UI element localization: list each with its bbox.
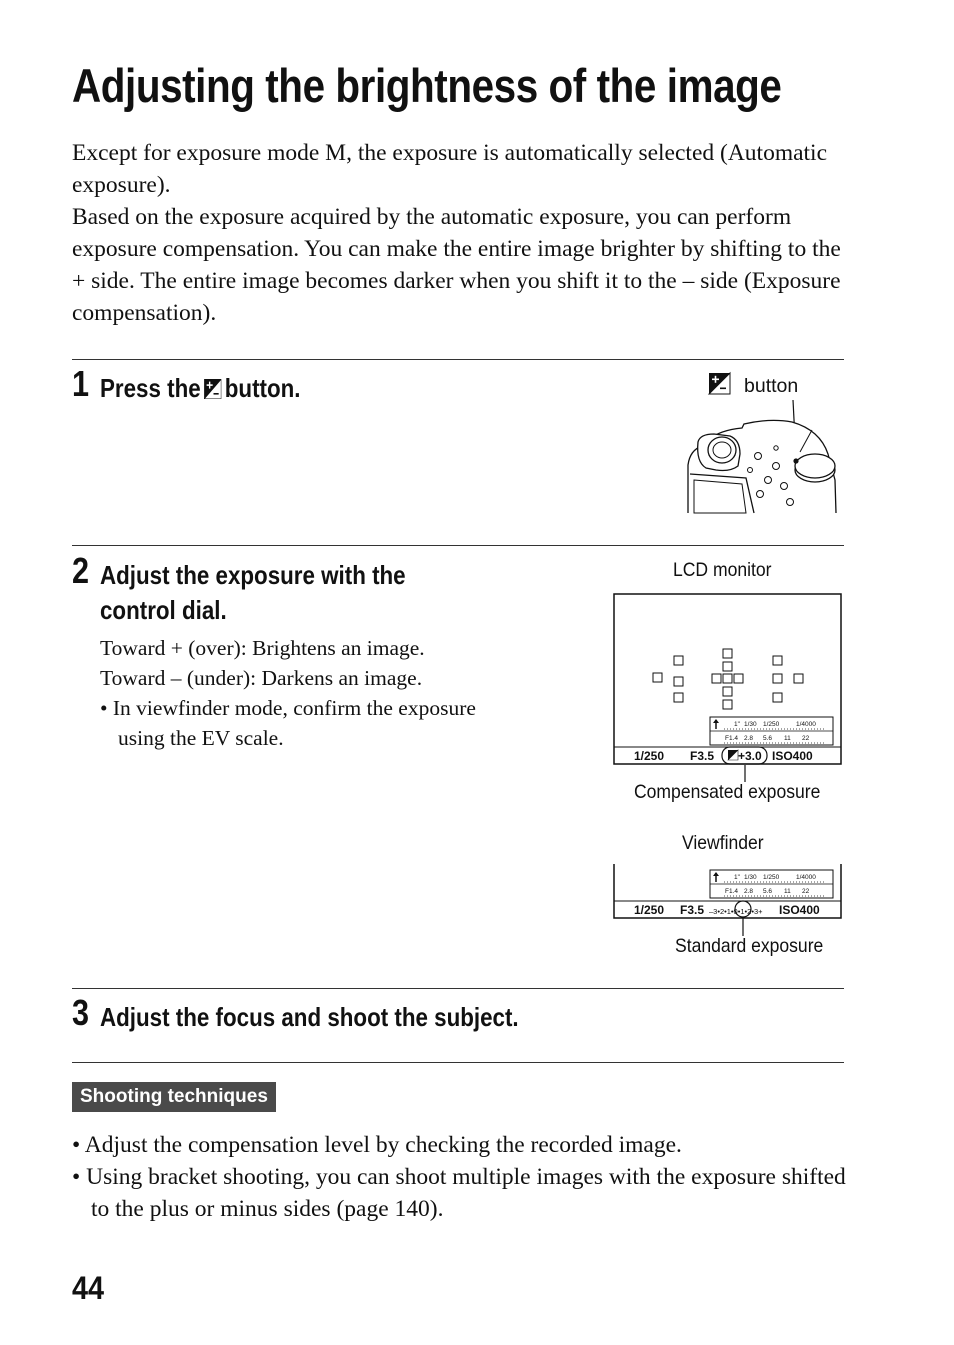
lcd-scale-bottom-4: 11: [784, 735, 791, 742]
lcd-exposure-compensation: +3.0: [738, 749, 762, 763]
exposure-compensation-icon: [204, 379, 221, 399]
step-3-text: Adjust the focus and shoot the subject.: [100, 1002, 519, 1032]
step-1-text-before: Press the: [100, 373, 201, 403]
viewfinder-ev-scale: –3•2•1•0•1•2•3+: [709, 907, 763, 916]
button-caption: button: [744, 375, 799, 397]
step-2-text-line-1: Adjust the exposure with the: [100, 560, 406, 590]
step-2-body-bullet: • In viewfinder mode, confirm the exposure using the EV scale.: [100, 696, 476, 750]
lcd-aperture: F3.5: [690, 749, 715, 763]
intro-text: [72, 137, 852, 329]
techniques-divider: [72, 1062, 844, 1063]
viewfinder-shutter-speed: 1/250: [634, 903, 665, 917]
ev-button-label: [709, 373, 730, 394]
shooting-techniques-heading: Shooting techniques: [72, 1082, 276, 1112]
af-points: [653, 649, 803, 709]
viewfinder-aperture: F3.5: [680, 903, 705, 917]
lcd-scale-bottom-1: F1.4: [725, 735, 739, 742]
page-number: 44: [72, 1270, 105, 1306]
lcd-scale-top-2: 1/30: [744, 721, 757, 728]
ev-button: [793, 458, 798, 463]
lcd-monitor-diagram: [612, 592, 844, 788]
page-title: Adjusting the brightness of the image: [72, 59, 782, 112]
step-1-divider: [72, 359, 844, 360]
step-2-number: 2: [72, 550, 90, 591]
lcd-scale-bottom-3: 5.6: [763, 735, 773, 742]
viewfinder-caption: Viewfinder: [682, 832, 764, 854]
step-1-text: [100, 370, 301, 406]
viewfinder-diagram: [612, 864, 844, 938]
lcd-shutter-speed: 1/250: [634, 749, 665, 763]
step-2-body: [100, 633, 500, 753]
viewfinder-iso: ISO400: [779, 903, 820, 917]
viewfinder-scale-bottom-1: F1.4: [725, 888, 739, 895]
viewfinder-scale-top-2: 1/30: [744, 874, 757, 881]
shooting-techniques-list: [72, 1129, 852, 1225]
viewfinder-scale-top-4: 1/4000: [796, 874, 816, 881]
step-2-body-line-1: Toward + (over): Brightens an image.: [100, 636, 425, 660]
viewfinder-scale-bottom-3: 5.6: [763, 888, 773, 895]
compensated-exposure-caption: Compensated exposure: [634, 781, 821, 803]
lcd-scale-bottom-5: 22: [802, 735, 810, 742]
intro-paragraph-2: Based on the exposure acquired by the automatic exposure, you can perform exposure compensation. You can make the entire image brighter by shifting to the + side. The entire image becomes darker when you shift it to the – side (Exposure compensation).: [72, 204, 841, 326]
lcd-ev-icon: [728, 750, 738, 760]
step-2-text-line-2: control dial.: [100, 595, 227, 625]
camera-illustration: [680, 370, 850, 516]
step-1-number: 1: [72, 363, 90, 404]
step-1-text-after: button.: [224, 373, 301, 403]
step-2-divider: [72, 545, 844, 546]
viewfinder-scale-bottom-4: 11: [784, 888, 791, 895]
lcd-scale-top-4: 1/4000: [796, 721, 816, 728]
lcd-monitor-caption: LCD monitor: [673, 559, 772, 581]
lcd-scale-bottom-2: 2.8: [744, 735, 754, 742]
viewfinder-scale-top-3: 1/250: [763, 874, 780, 881]
viewfinder-scale-top-1: 1": [734, 874, 740, 881]
step-2-body-line-2: Toward – (under): Darkens an image.: [100, 666, 423, 690]
list-item: • Using bracket shooting, you can shoot multiple images with the exposure shifted to the plus or minus sides (page 140).: [72, 1164, 846, 1222]
step-3-divider: [72, 988, 844, 989]
lcd-scale-top-3: 1/250: [763, 721, 780, 728]
standard-exposure-caption: Standard exposure: [675, 935, 824, 957]
viewfinder-scale-bottom-5: 22: [802, 888, 810, 895]
lcd-scale-top-1: 1": [734, 721, 740, 728]
viewfinder-scale-bottom-2: 2.8: [744, 888, 754, 895]
step-3-number: 3: [72, 992, 90, 1033]
list-item: • Adjust the compensation level by checking the recorded image.: [72, 1132, 682, 1158]
intro-paragraph-1: Except for exposure mode M, the exposure is automatically selected (Automatic exposure).: [72, 140, 828, 198]
lcd-iso: ISO400: [772, 749, 813, 763]
